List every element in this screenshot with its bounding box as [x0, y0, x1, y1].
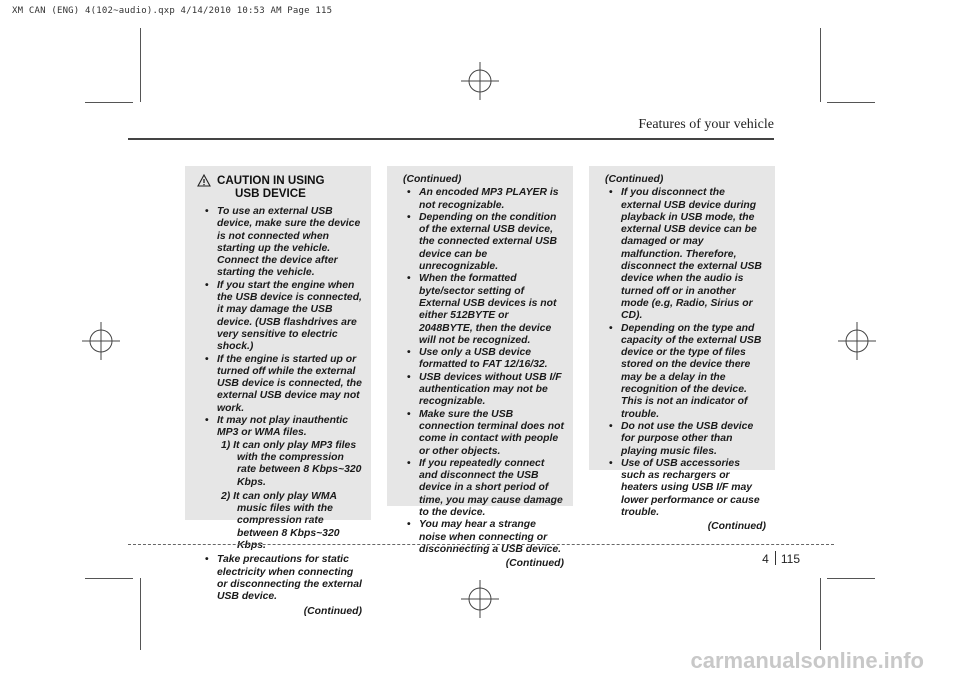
- caution-title: [217, 174, 362, 200]
- page-number-value: 115: [780, 552, 800, 566]
- crosshair-icon: [82, 322, 120, 360]
- continued-label: (Continued): [605, 174, 664, 185]
- header-rule: [128, 138, 774, 140]
- caution-list: [403, 187, 564, 556]
- section-title: Features of your vehicle: [638, 117, 774, 132]
- list-item: • If you start the engine when the USB device is connected, it may damage the USB device. (USB flashdrives are very sensitive to electric shock.): [201, 280, 362, 354]
- list-item: • Depending on the condition of the external USB device, the connected external USB device can be unrecognizable.: [403, 212, 564, 273]
- list-item: • Do not use the USB device for purpose other than playing music files.: [605, 421, 766, 458]
- chapter-number: 4: [762, 552, 769, 566]
- crop-mark: [140, 28, 141, 102]
- list-item: • If the engine is started up or turned off while the external USB device is connected, the external USB device may not work.: [201, 354, 362, 415]
- continued-label: (Continued): [303, 605, 362, 617]
- crosshair-icon: [461, 62, 499, 100]
- page-number: [762, 551, 800, 566]
- list-item: • To use an external USB device, make sure the device is not connected when starting up the vehicle. Connect the device after starting the vehicle.: [201, 206, 362, 280]
- list-item: • You may hear a strange noise when connecting or disconnecting a USB device.: [403, 519, 564, 556]
- caution-header: [201, 174, 362, 200]
- continued-label: (Continued): [505, 558, 564, 570]
- crosshair-icon: [461, 580, 499, 618]
- caution-column-1: [185, 166, 371, 617]
- list-item: • If you disconnect the external USB device during playback in USB mode, the external USB device can be damaged or may malfunction. Therefore, disconnect the external USB device when the audio is turned off or in another mode (e.g, Radio, Sirius or CD).: [605, 187, 766, 322]
- warning-triangle-icon: [197, 174, 211, 187]
- crop-mark: [827, 578, 875, 579]
- footer-rule: [128, 544, 834, 545]
- list-item: • Use only a USB device formatted to FAT 12/16/32.: [403, 347, 564, 372]
- list-item: • Take precautions for static electricity when connecting or disconnecting the external USB device.: [201, 554, 362, 603]
- caution-column-3: [589, 166, 775, 533]
- crop-mark: [85, 102, 133, 103]
- print-header: XM CAN (ENG) 4(102~audio).qxp 4/14/2010 10:53 AM Page 115: [12, 6, 333, 16]
- list-item: • An encoded MP3 PLAYER is not recognizable.: [403, 187, 564, 212]
- page-separator: [775, 551, 776, 565]
- list-item: • Depending on the type and capacity of the external USB device or the type of files stored on the device there may be a delay in the recognition of the device. This is not an indicator of trouble.: [605, 323, 766, 421]
- continued-label: (Continued): [403, 174, 462, 185]
- watermark: carmanualsonline.info: [690, 648, 924, 673]
- crop-mark: [85, 578, 133, 579]
- crop-mark: [820, 28, 821, 102]
- sub-item: 2) It can only play WMA music files with the compression rate between 8 Kbps~320 Kbps.: [221, 490, 340, 552]
- caution-title-line1: CAUTION IN USING: [217, 174, 325, 187]
- crop-mark: [827, 102, 875, 103]
- crop-mark: [140, 578, 141, 650]
- list-item: [201, 415, 362, 552]
- caution-column-2: [387, 166, 573, 570]
- list-item: • When the formatted byte/sector setting of External USB devices is not either 512BYTE or 2048BYTE, then the device will not be recognized.: [403, 273, 564, 347]
- caution-title-line2: USB DEVICE: [235, 187, 306, 200]
- sub-list: [217, 440, 362, 553]
- caution-list: [605, 187, 766, 519]
- list-item: • Make sure the USB connection terminal does not come in contact with people or other objects.: [403, 409, 564, 458]
- crop-mark: [820, 578, 821, 650]
- crosshair-icon: [838, 322, 876, 360]
- list-item: • If you repeatedly connect and disconnect the USB device in a short period of time, you may cause damage to the device.: [403, 458, 564, 519]
- continued-label: (Continued): [707, 521, 766, 533]
- list-item: • USB devices without USB I/F authentication may not be recognizable.: [403, 372, 564, 409]
- list-item-text: It may not play inauthentic MP3 or WMA files.: [217, 415, 349, 439]
- sub-item: 1) It can only play MP3 files with the compression rate between 8 Kbps~320 Kbps.: [221, 439, 362, 488]
- list-item: • Use of USB accessories such as rechargers or heaters using USB I/F may lower performance or cause trouble.: [605, 458, 766, 519]
